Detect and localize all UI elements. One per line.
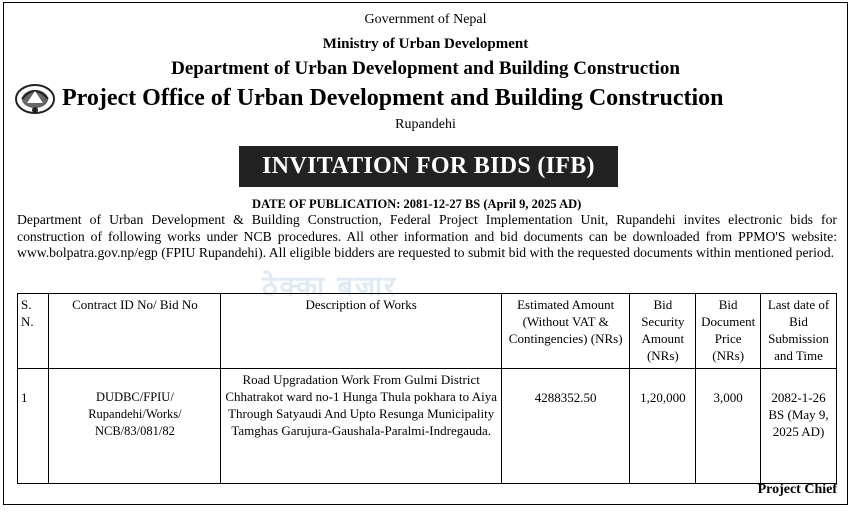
location-label: Rupandehi [395, 117, 456, 132]
cell-estimated: 4288352.50 [501, 369, 630, 484]
header-contract: Contract ID No/ Bid No [49, 294, 221, 369]
publication-date: DATE OF PUBLICATION: 2081-12-27 BS (April 9, 2025 AD) [252, 197, 582, 211]
intro-paragraph: Department of Urban Development & Building Construction, Federal Project Implementation Unit, Rupandehi invites electronic bids for construction of following works under NCB procedures. All other information and bid documents can be downloaded from PPMO'S website: www.bolpatra.gov.np/egp (FPIU Rupandehi). All eligible bidders are requested to submit bid with the requested documents within mentioned period. [17, 212, 837, 261]
header-doc-price: Bid Document Price (NRs) [696, 294, 761, 369]
cell-description: Road Upgradation Work From Gulmi District Chhatrakot ward no-1 Hunga Thula pokhara to Aiya Through Satyaudi And Upto Resunga Municipality Tamghas Garujura-Gaushala-Paralmi-Indregauda. [221, 369, 501, 484]
watermark-text: ठेक्का बजार [262, 271, 398, 302]
bids-table [17, 293, 837, 484]
cell-sn: 1 [18, 369, 49, 484]
header-description: Description of Works [221, 294, 501, 369]
header-estimated: Estimated Amount (Without VAT & Contingencies) (NRs) [501, 294, 630, 369]
office-title: Project Office of Urban Development and Building Construction [62, 85, 724, 111]
table-row [18, 369, 837, 484]
cell-security: 1,20,000 [630, 369, 696, 484]
signatory-label: Project Chief [757, 482, 837, 497]
cell-doc-price: 3,000 [696, 369, 761, 484]
notice-page [3, 2, 848, 505]
cell-last-date: 2082-1-26 BS (May 9, 2025 AD) [761, 369, 837, 484]
cell-contract: DUDBC/FPIU/ Rupandehi/Works/ NCB/83/081/82 [49, 369, 221, 484]
government-label: Government of Nepal [364, 12, 487, 27]
department-label: Department of Urban Development and Building Construction [171, 58, 680, 79]
nepal-emblem-icon [13, 79, 57, 115]
table-header-row [18, 294, 837, 369]
ifb-title: INVITATION FOR BIDS (IFB) [239, 146, 618, 187]
header-security: Bid Security Amount (NRs) [630, 294, 696, 369]
header-last-date: Last date of Bid Submission and Time [761, 294, 837, 369]
header-sn: S. N. [18, 294, 49, 369]
ministry-label: Ministry of Urban Development [322, 36, 529, 52]
